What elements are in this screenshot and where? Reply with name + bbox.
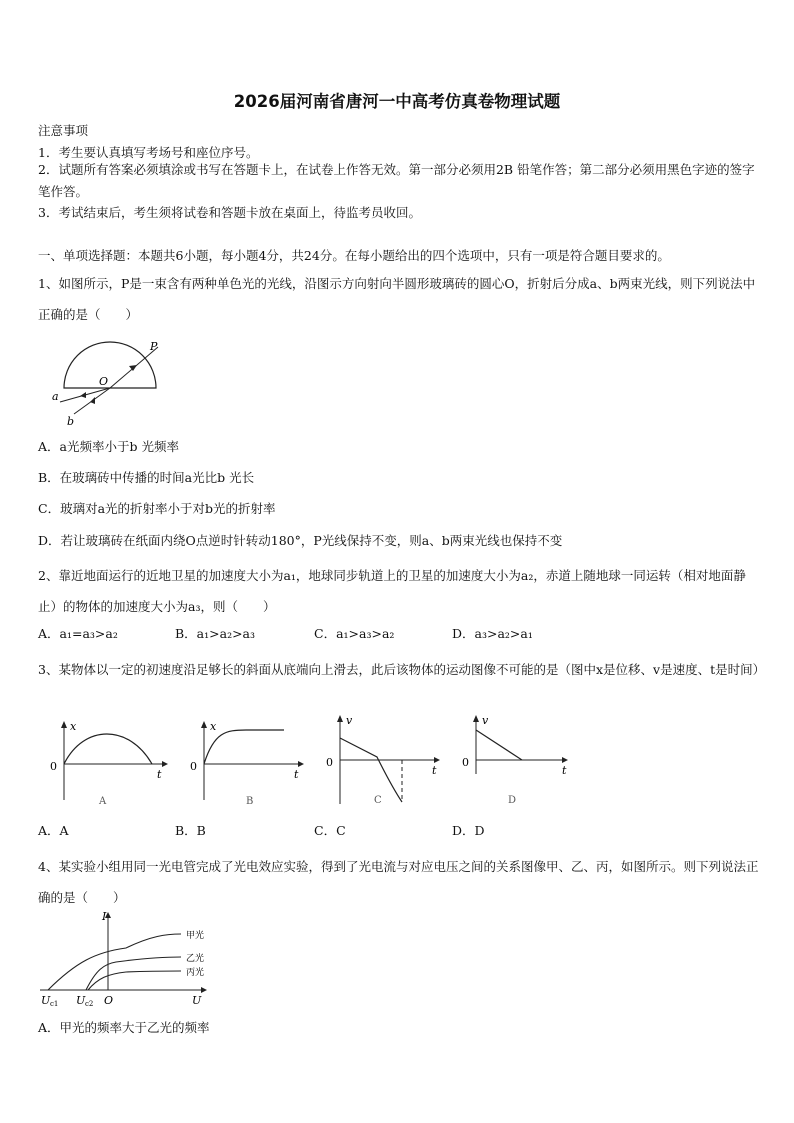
q3-option-d: D．D: [452, 823, 485, 838]
q3-graph-d: [458, 712, 583, 810]
q1-label-p: P: [150, 340, 158, 353]
q1-stem: 1、如图所示，P是一束含有两种单色光的光线，沿图示方向射向半圆形玻璃砖的圆心O，折射后分成a、b两束光线，则下列说法中正确的是（ ）: [38, 276, 756, 322]
q4-uc1-sub: c1: [50, 1000, 59, 1008]
q1-label-a: a: [52, 390, 59, 403]
q1-label-b: b: [67, 415, 75, 428]
q1-label-o: O: [99, 375, 109, 388]
q1-option-c: C．玻璃对a光的折射率小于对b光的折射率: [38, 501, 276, 516]
page-title: 2026届河南省唐河一中高考仿真卷物理试题: [233, 92, 561, 111]
q2-option-b: B．a₁>a₂>a₃: [175, 626, 256, 641]
graph-b-x-label: t: [294, 768, 299, 781]
q4-uc1-label: U: [41, 994, 51, 1007]
notice-heading: 注意事项: [38, 123, 89, 138]
notice-item-1: 1．考生要认真填写考场号和座位序号。: [38, 145, 259, 160]
notice-item-2: 2．试题所有答案必须填涂或书写在答题卡上，在试卷上作答无效。第一部分必须用2B 铅笔作答；第二部分必须用黑色字迹的签字笔作答。: [38, 162, 755, 199]
q4-curve-jia: 甲光: [186, 931, 205, 941]
q4-curve-yi: 乙光: [186, 954, 205, 964]
q3-graph-c: [322, 712, 447, 810]
graph-c-x-label: t: [432, 764, 437, 777]
graph-b-y-label: x: [210, 720, 217, 733]
q4-x-label: U: [192, 994, 202, 1007]
q4-option-a: A．甲光的频率大于乙光的频率: [38, 1020, 210, 1035]
q4-y-label: I: [102, 910, 107, 923]
q4-uc2-sub: c2: [85, 1000, 94, 1008]
q3-option-a: A．A: [38, 823, 69, 838]
q1-figure: [40, 335, 180, 430]
q4-figure: [36, 910, 216, 1008]
graph-a-x-label: t: [157, 768, 162, 781]
graph-a-y-label: x: [70, 720, 77, 733]
q3-option-c: C．C: [314, 823, 346, 838]
q4-curve-bing: 丙光: [186, 968, 205, 978]
q3-graph-b: [186, 718, 311, 810]
graph-b-origin: 0: [190, 760, 197, 773]
q1-option-a: A．a光频率小于b 光频率: [38, 439, 179, 454]
graph-c-y-label: v: [346, 714, 353, 727]
q4-origin: O: [104, 994, 114, 1007]
section-heading: 一、单项选择题：本题共6小题，每小题4分，共24分。在每小题给出的四个选项中，只有一项是符合题目要求的。: [38, 248, 670, 263]
q4-stem: 4、某实验小组用同一光电管完成了光电效应实验，得到了光电流与对应电压之间的关系图像甲、乙、丙，如图所示。则下列说法正确的是（ ）: [38, 859, 759, 905]
graph-d-y-label: v: [482, 714, 489, 727]
q2-stem: 2、靠近地面运行的近地卫星的加速度大小为a₁，地球同步轨道上的卫星的加速度大小为a₂，赤道上随地球一同运转（相对地面静止）的物体的加速度大小为a₃，则（ ）: [38, 568, 746, 614]
notice-item-3: 3．考试结束后，考生须将试卷和答题卡放在桌面上，待监考员收回。: [38, 205, 421, 220]
q3-stem: 3、某物体以一定的初速度沿足够长的斜面从底端向上滑去，此后该物体的运动图像不可能的是（图中x是位移、v是速度、t是时间）: [38, 662, 766, 677]
q4-uc2-label: U: [76, 994, 86, 1007]
graph-d-origin: 0: [462, 756, 469, 769]
q3-option-b: B．B: [175, 823, 206, 838]
graph-b-caption: B: [246, 796, 254, 807]
q1-option-b: B．在玻璃砖中传播的时间a光比b 光长: [38, 470, 255, 485]
graph-a-origin: 0: [50, 760, 57, 773]
q1-option-d: D．若让玻璃砖在纸面内绕O点逆时针转动180°，P光线保持不变，则a、b两束光线也保持不变: [38, 533, 563, 548]
q2-option-a: A．a₁=a₃>a₂: [38, 626, 118, 641]
graph-c-origin: 0: [326, 756, 333, 769]
graph-c-caption: C: [374, 795, 382, 806]
q2-option-c: C．a₁>a₃>a₂: [314, 626, 395, 641]
graph-d-x-label: t: [562, 764, 567, 777]
graph-a-caption: A: [99, 796, 107, 807]
graph-d-caption: D: [508, 795, 517, 806]
q3-graph-a: [44, 718, 169, 810]
q2-option-d: D．a₃>a₂>a₁: [452, 626, 533, 641]
